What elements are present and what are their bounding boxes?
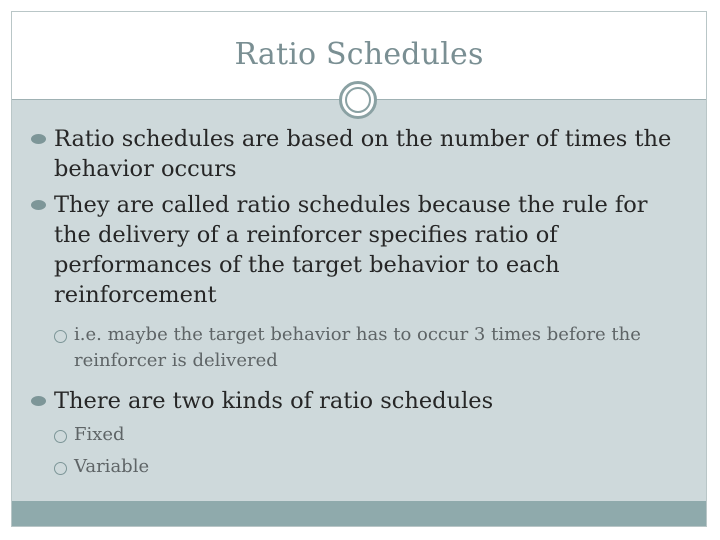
bullet-ring-icon — [54, 430, 67, 443]
bullet-dot-icon — [31, 134, 46, 144]
bullet-ring-icon — [54, 330, 67, 343]
sub-bullet-item — [12, 454, 686, 480]
bullet-ring-icon — [54, 462, 67, 475]
slide-title: Ratio Schedules — [234, 37, 484, 72]
bullet-text: Ratio schedules are based on the number of times the behavior occurs — [54, 126, 672, 182]
sub-bullet-text: Variable — [74, 456, 150, 477]
sub-bullet-text: Fixed — [74, 424, 125, 445]
bullet-text: There are two kinds of ratio schedules — [54, 388, 494, 414]
sub-bullet-text: i.e. maybe the target behavior has to occur 3 times before the reinforcer is delivered — [74, 324, 641, 371]
bullet-dot-icon — [31, 200, 46, 210]
bullet-item — [12, 124, 686, 184]
sub-bullet-item — [12, 422, 686, 448]
bullet-dot-icon — [31, 396, 46, 406]
bullet-item — [12, 386, 686, 416]
sub-bullet-item — [12, 322, 686, 374]
bullet-item — [12, 190, 686, 310]
circle-ornament-inner — [345, 87, 371, 113]
bottom-bar — [12, 501, 706, 526]
bullet-list — [12, 124, 706, 480]
slide-frame — [11, 11, 707, 527]
bullet-text: They are called ratio schedules because the rule for the delivery of a reinforcer specifies ratio of performances of the target behavior to each reinforcement — [54, 192, 648, 308]
circle-ornament-icon — [339, 81, 377, 119]
